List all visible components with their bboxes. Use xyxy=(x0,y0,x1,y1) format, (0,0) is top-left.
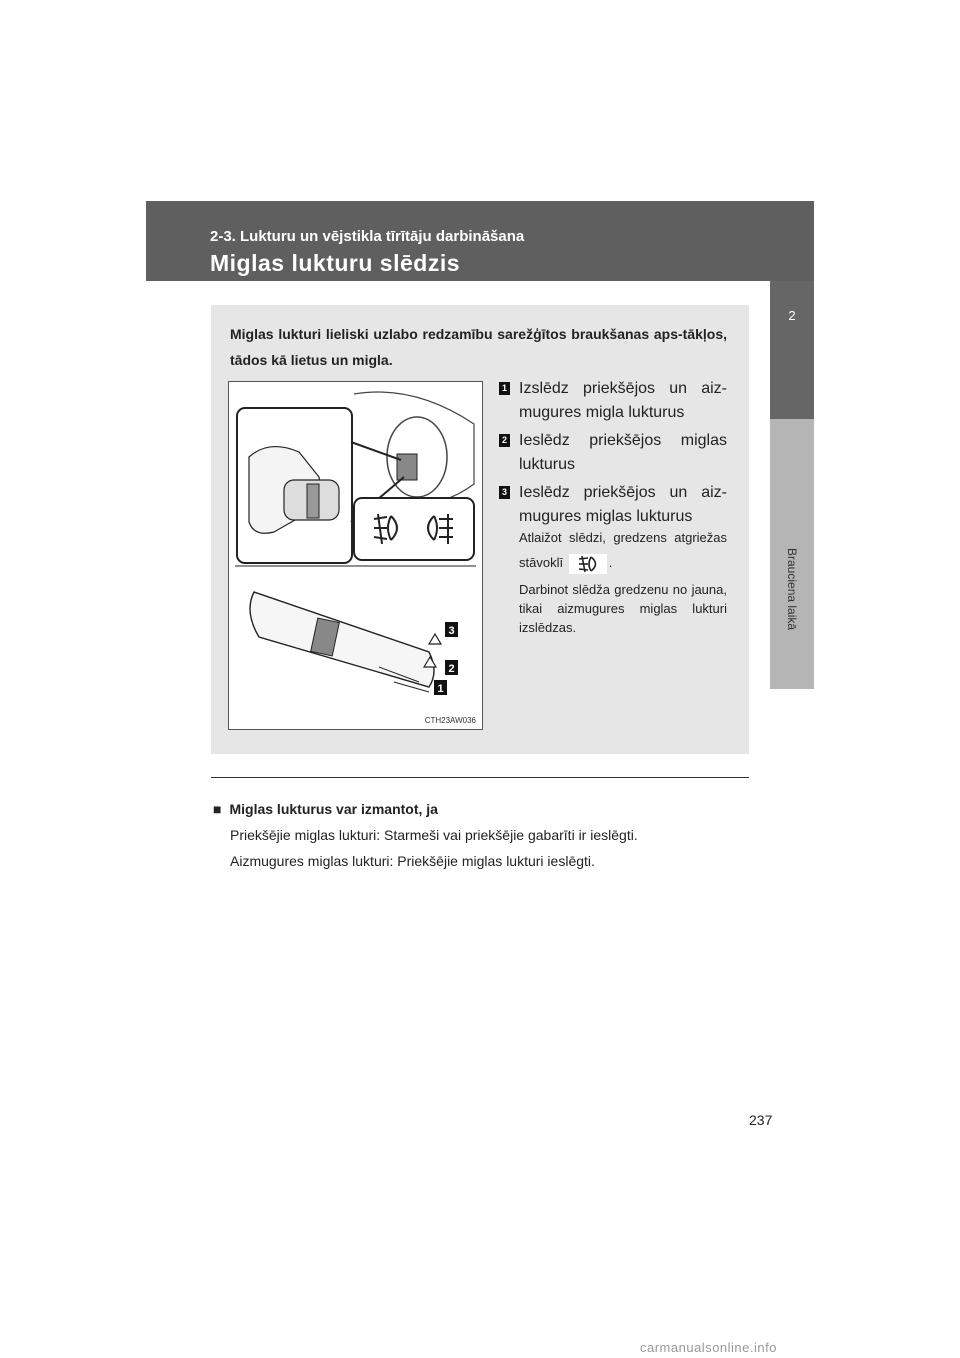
fog-icon-box xyxy=(354,498,474,560)
chapter-header xyxy=(146,201,814,281)
release-note-text: Atlaižot slēdzi, gredzens atgriežas stāvoklī xyxy=(519,530,727,570)
callout-3 xyxy=(445,622,458,637)
release-note-end: . xyxy=(608,555,613,570)
usage-line-rear: Aizmugures miglas lukturi: Priekšējie miglas lukturi ieslēgti. xyxy=(230,853,595,869)
step-item xyxy=(497,429,727,477)
step-number: 1 xyxy=(499,382,510,395)
page-number: 237 xyxy=(749,1112,773,1128)
watermark: carmanualsonline.info xyxy=(640,1340,777,1355)
leader-line-top xyxy=(351,442,401,460)
callout-3-label: 3 xyxy=(448,625,455,637)
illustration-drawing xyxy=(229,382,482,729)
square-bullet-icon: ■ xyxy=(213,801,222,817)
switch-ring xyxy=(307,484,319,518)
step-text: Ieslēdz priekšējos miglas lukturus xyxy=(519,432,727,473)
figure-code: CTH23AW036 xyxy=(424,716,476,725)
usage-heading-row xyxy=(213,796,753,822)
usage-line-front: Priekšējie miglas lukturi: Starmeši vai priekšējie gabarīti ir ieslēgti. xyxy=(230,827,638,843)
step-item xyxy=(497,481,727,529)
chapter-label: Brauciena laikā xyxy=(785,548,799,631)
intro-text: Miglas lukturi lieliski uzlabo redzamību sarežģītos braukšanas aps-tākļos, tādos kā lietus un migla. xyxy=(230,326,727,368)
step-item xyxy=(497,377,727,425)
chapter-tab[interactable] xyxy=(770,281,814,419)
front-fog-inline-icon xyxy=(569,554,607,574)
step-number: 2 xyxy=(499,434,510,447)
callout-2 xyxy=(445,660,458,675)
chapter-number: 2 xyxy=(788,308,796,323)
usage-heading: Miglas lukturus var izmantot, ja xyxy=(229,801,438,817)
section-divider xyxy=(211,777,749,778)
section-title: 2-3. Lukturu un vējstikla tīrītāju darbināšana xyxy=(210,228,525,245)
release-note xyxy=(519,525,727,575)
page-title: Miglas lukturu slēdzis xyxy=(210,250,460,276)
step-number: 3 xyxy=(499,486,510,499)
callout-2-label: 2 xyxy=(448,663,455,675)
lever-drawing xyxy=(250,592,441,692)
step-text: Izslēdz priekšējos un aiz-mugures migla lukturus xyxy=(519,380,727,421)
callout-1 xyxy=(434,680,447,695)
lever-highlight xyxy=(397,454,417,480)
fog-switch-illustration xyxy=(228,381,483,730)
repeat-note: Darbinot slēdža gredzenu no jauna, tikai aizmugures miglas lukturi izslēdzas. xyxy=(519,582,727,635)
step-list xyxy=(497,377,727,533)
step-text: Ieslēdz priekšējos un aiz-mugures miglas lukturus xyxy=(519,484,727,525)
callout-1-label: 1 xyxy=(437,683,444,695)
usage-conditions xyxy=(213,796,753,874)
